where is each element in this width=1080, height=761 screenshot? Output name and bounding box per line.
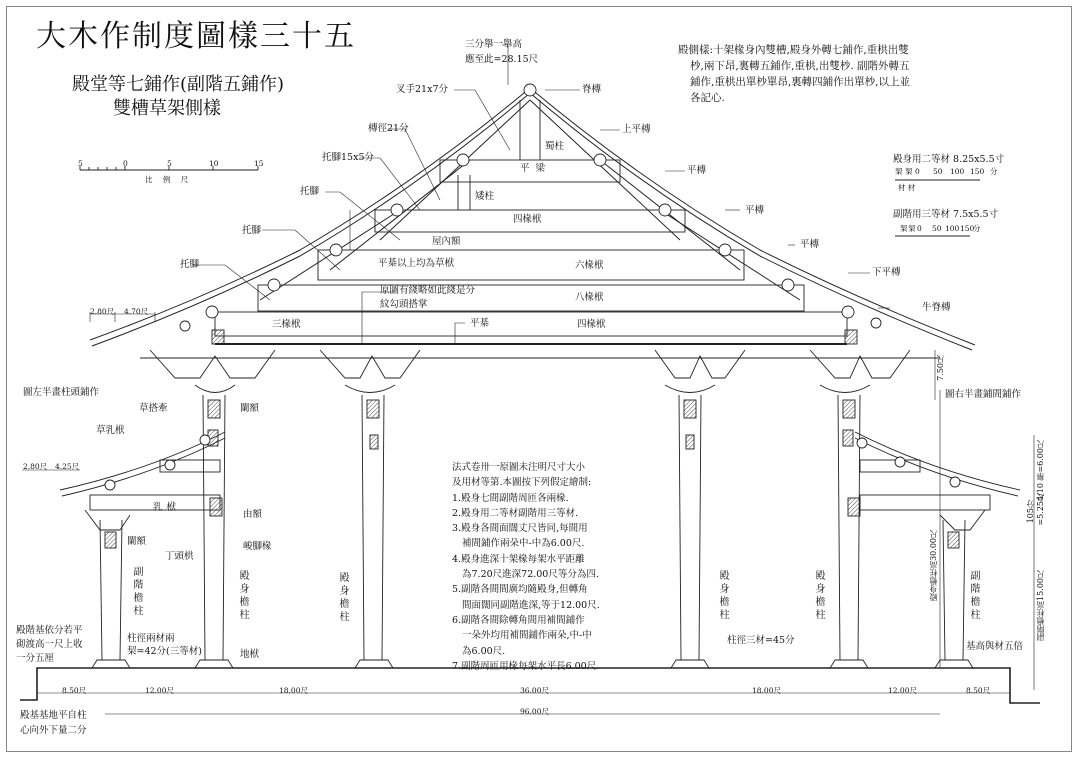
note-line: 6.副階各間除轉角間用補間鋪作 [452, 614, 585, 626]
scale-tick: 15 [254, 159, 264, 168]
foundation-note: 心向外下量二分 [20, 725, 87, 736]
ridge-height-value: 應至此=28.15尺 [465, 54, 539, 65]
material-scale-label: 殿身用二等材 8.25x5.5寸 [893, 154, 1005, 165]
note-line: 間面闊同副階進深,等于12.00尺. [462, 599, 600, 611]
caorufu-label: 草乳栿 [96, 425, 125, 436]
left-bracket-note: 圖左半畫柱頭鋪作 [23, 387, 100, 398]
description-line: 殿側樣:十架椽身內雙槽,殿身外轉七鋪作,重栱出雙 [678, 44, 909, 56]
dim-4-10: 4/10 舉=6.00尺 [1036, 440, 1045, 502]
scale-tick: 10 [209, 159, 219, 168]
drawing-subtitle-2: 雙槽草架側樣 [113, 98, 221, 119]
scale-tick: 5 [167, 159, 172, 168]
brackets [150, 350, 910, 393]
base-note: 砌渡高一尺上收 [16, 639, 83, 650]
pingqi-label: 平棊 [470, 318, 490, 329]
total-dim: 96.00尺 [520, 707, 549, 716]
material-scale-label: 副階用三等材 7.5x5.5寸 [893, 209, 999, 220]
dianshen-column-label: 殿身檐柱 [717, 570, 728, 622]
xiapingtuan-label: 下平槫 [872, 267, 901, 278]
fujie-column-label: 副階檐柱 [968, 570, 979, 622]
material-scale-tick: 分 [973, 224, 981, 233]
dim-5-25: =5.25尺 [1036, 493, 1045, 526]
dim-7-50: 7.50尺 [936, 355, 945, 381]
description-line: 各記心. [690, 92, 725, 104]
pingtuan-label: 平槫 [687, 165, 707, 176]
material-scale-tick: 分 [990, 167, 998, 176]
eave-dim: 2.80尺 [90, 307, 115, 316]
description-block [678, 42, 918, 106]
shangpingtuan-label: 上平槫 [622, 124, 651, 135]
span-dim: 8.50尺 [62, 686, 87, 695]
material-scale-tick: 100 [945, 224, 960, 233]
lan-e-label: 闌額 [240, 403, 260, 414]
dim-fujie-height: 副階檐柱高15.00尺 [1036, 570, 1045, 641]
pingtuan-label: 平槫 [745, 205, 765, 216]
material-scale-tick: 栔 [908, 224, 916, 233]
note-line: 一朵外均用補間鋪作兩朵,中-中 [462, 630, 592, 642]
chashou-label: 叉手21x7分 [396, 84, 448, 95]
sichuanfu-label: 四椽栿 [513, 214, 542, 225]
tuojiao-label: 托腳 [300, 186, 320, 197]
base-height-label: 基高與材五倍 [966, 641, 1024, 652]
fujie-column-label: 副階檐柱 [131, 566, 142, 618]
notes-block [452, 460, 652, 674]
dianshen-column-label: 殿身檐柱 [337, 572, 348, 624]
tuojiao-label: 托腳 [180, 259, 200, 270]
drawing-subtitle: 殿堂等七鋪作(副階五鋪作) [72, 74, 285, 95]
lan-e-label-2: 闌額 [127, 536, 147, 547]
wuneie-label: 屋內額 [432, 236, 461, 247]
note-line: 補間鋪作兩朵中-中為6.00尺. [462, 538, 585, 550]
column-dia-fujie: 栔=42分(三等材) [127, 646, 202, 657]
dim-column-height: 殿身檐柱高30.00尺 [929, 530, 938, 601]
material-scale-tick: 150 [970, 167, 985, 176]
material-scale-sub: 材 材 [898, 183, 916, 192]
dim-105: 105分 [1026, 500, 1035, 524]
scale-label: 比 例 尺 [145, 175, 193, 184]
page-title: 大木作制度圖樣三十五 [36, 19, 356, 54]
dingtougong-label: 丁頭栱 [165, 551, 194, 562]
right-bracket-note: 圖右半畫鋪間鋪作 [945, 389, 1022, 400]
tuanjing-label: 槫徑21分 [368, 123, 409, 134]
aisle-roof-left [60, 432, 225, 530]
note-line: 3.殿身各間面闊丈尺皆同,每間用 [452, 523, 588, 535]
sanchuanfu-label: 三椽栿 [272, 319, 301, 330]
niujituan-label: 牛脊槫 [922, 302, 951, 313]
pingqi-note: 平棊以上均為草栿 [378, 258, 455, 269]
span-dim: 12.00尺 [888, 686, 917, 695]
eave-dim: 4.25尺 [55, 462, 80, 471]
eave-dim: 2.80尺 [23, 462, 48, 471]
material-scale-tick: 50 [932, 224, 942, 233]
aisle-roof-right [855, 432, 1020, 530]
yuantu-note-2: 紋勾頭搭掌 [380, 299, 428, 310]
material-scale-tick: 0 [917, 224, 922, 233]
pingtuan-label: 平槫 [800, 239, 820, 250]
base-note: 殿階基依分若平 [16, 625, 83, 636]
note-line: 為6.00尺. [462, 645, 506, 657]
jituan-label: 脊槫 [582, 84, 602, 95]
note-line: 法式卷卅一原圖未注明尺寸大小 [452, 462, 586, 473]
material-scale-tick: 栔 [895, 167, 903, 176]
material-scale-tick: 0 [915, 167, 920, 176]
tuojiao-dim-label: 托腳15x5分 [322, 152, 374, 163]
pingliang-label: 平梁 [520, 163, 552, 174]
material-scale-tick: 栔 [905, 167, 913, 176]
span-dim: 18.00尺 [279, 686, 308, 695]
yuantu-note: 原圖有綫略如此綫是分 [380, 285, 476, 296]
liuchuanfu-label: 六椽栿 [575, 260, 604, 271]
note-line: 4.殿身進深十架椽每架水平距離 [452, 553, 585, 565]
span-dim: 8.50尺 [966, 686, 991, 695]
span-dim: 18.00尺 [752, 686, 781, 695]
scale-tick: 0 [123, 159, 128, 168]
span-dim: 36.00尺 [520, 686, 549, 695]
eave-dim: 4.70尺 [124, 307, 149, 316]
dianshen-column-label: 殿身檐柱 [813, 570, 824, 622]
base-note: 一分五厘 [16, 653, 55, 664]
note-line: 7.副階周匝用椽每架水平長6.00尺. [452, 660, 600, 672]
you-e-label: 由額 [243, 509, 263, 520]
tuojiao-label: 托腳 [242, 225, 262, 236]
description-line: 鋪作,重栱出單杪單昂,裏轉四鋪作出單杪,以上並 [690, 76, 911, 88]
material-scale-tick: 50 [933, 167, 943, 176]
difu-label: 地栿 [240, 649, 260, 660]
bachuanfu-label: 八椽栿 [575, 292, 604, 303]
note-line: 5.副階各間間廣均隨殿身,但轉角 [452, 584, 588, 596]
scale-tick: 5 [78, 159, 83, 168]
material-scale-tick: 150 [960, 224, 975, 233]
caoqianqian-label: 草搭牽 [139, 403, 168, 414]
note-line: 2.殿身用二等材副階用三等材. [452, 507, 579, 519]
aotiaochuan-label: 峻腳椽 [243, 541, 272, 552]
note-line: 1.殿身七間副階周匝各兩椽. [452, 492, 569, 504]
foundation-note: 殿基基地平自柱 [20, 710, 87, 721]
description-line: 杪,兩下昂,裏轉五鋪作,重栱,出雙杪. 副階外轉五 [690, 60, 910, 72]
material-scale-tick: 100 [950, 167, 965, 176]
tuozhu-label: 矮柱 [475, 191, 495, 202]
shuzhu-label: 蜀柱 [545, 141, 565, 152]
rufu-label: 乳栿 [153, 502, 181, 513]
column-dia-fujie: 柱徑兩材兩 [127, 633, 175, 644]
purlins [180, 84, 881, 331]
material-scale-tick: 栔 [900, 224, 908, 233]
dianshen-column-label: 殿身檐柱 [237, 570, 248, 622]
ridge-height-label: 三分舉一舉高 [465, 39, 523, 50]
note-line: 及用材等第.本圖按下列假定繪制: [452, 477, 592, 489]
column-dia-label: 柱徑三材=45分 [727, 635, 795, 646]
sichuanfu-lower-label: 四椽栿 [577, 319, 606, 330]
span-dim: 12.00尺 [145, 686, 174, 695]
note-line: 為7.20尺進深72.00尺等分為四. [462, 569, 599, 581]
